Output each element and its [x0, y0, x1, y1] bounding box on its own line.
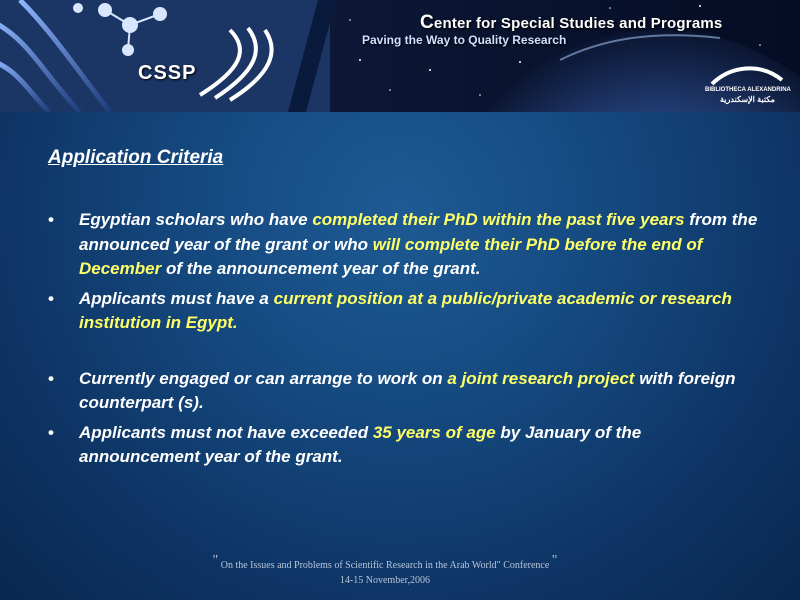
criteria-text: Applicants must have a: [79, 288, 274, 308]
header-banner: [0, 0, 800, 112]
bullet-icon: •: [48, 422, 54, 442]
bullet-icon: •: [48, 210, 54, 229]
criteria-text: Applicants must not have exceeded: [79, 422, 373, 442]
banner-title-rest: enter for Special Studies and Programs: [433, 15, 723, 32]
footer-close-quote: ": [551, 553, 558, 568]
bullet-icon: •: [48, 288, 54, 308]
criteria-text: Egyptian scholars who have: [79, 210, 313, 229]
banner-title-initial: C: [420, 12, 434, 33]
footer-conference-text: On the Issues and Problems of Scientific Research in the Arab World" Conference: [220, 560, 550, 571]
cssp-logo-text: CSSP: [138, 62, 197, 84]
criteria-text: Currently engaged or can arrange to work on: [79, 368, 448, 388]
section-heading: Application Criteria: [48, 147, 224, 168]
footer-open-quote: ": [212, 553, 219, 568]
bullet-icon: •: [48, 368, 54, 388]
criteria-item: [48, 208, 758, 282]
criteria-text: with foreign counterpart (s).: [79, 368, 736, 412]
criteria-item: [48, 287, 758, 336]
highlighted-text: a joint research project: [447, 368, 635, 388]
banner-tagline: Paving the Way to Quality Research: [362, 33, 567, 47]
criteria-text: from the announced year of the grant or who: [79, 210, 758, 254]
highlighted-text: completed their PhD within the past five years: [312, 210, 685, 229]
footer-conference: [0, 553, 770, 571]
criteria-text: of the announcement year of the grant.: [161, 259, 481, 278]
highlighted-text: will complete their PhD before the end of December: [79, 234, 703, 278]
bibalex-arabic-label: مكتبة الإسكندرية: [720, 95, 775, 104]
highlighted-text: current position at a public/private academic or research institution in Egypt.: [79, 288, 732, 332]
banner-title: [420, 12, 722, 34]
footer-dates: 14-15 November,2006: [339, 575, 431, 586]
criteria-item: [48, 421, 758, 470]
criteria-list: [48, 208, 758, 475]
highlighted-text: 35 years of age: [372, 422, 496, 442]
criteria-item: [48, 367, 758, 416]
criteria-text: by January of the announcement year of the grant.: [79, 422, 642, 466]
bibalex-english-label: BIBLIOTHECA ALEXANDRINA: [705, 87, 791, 93]
